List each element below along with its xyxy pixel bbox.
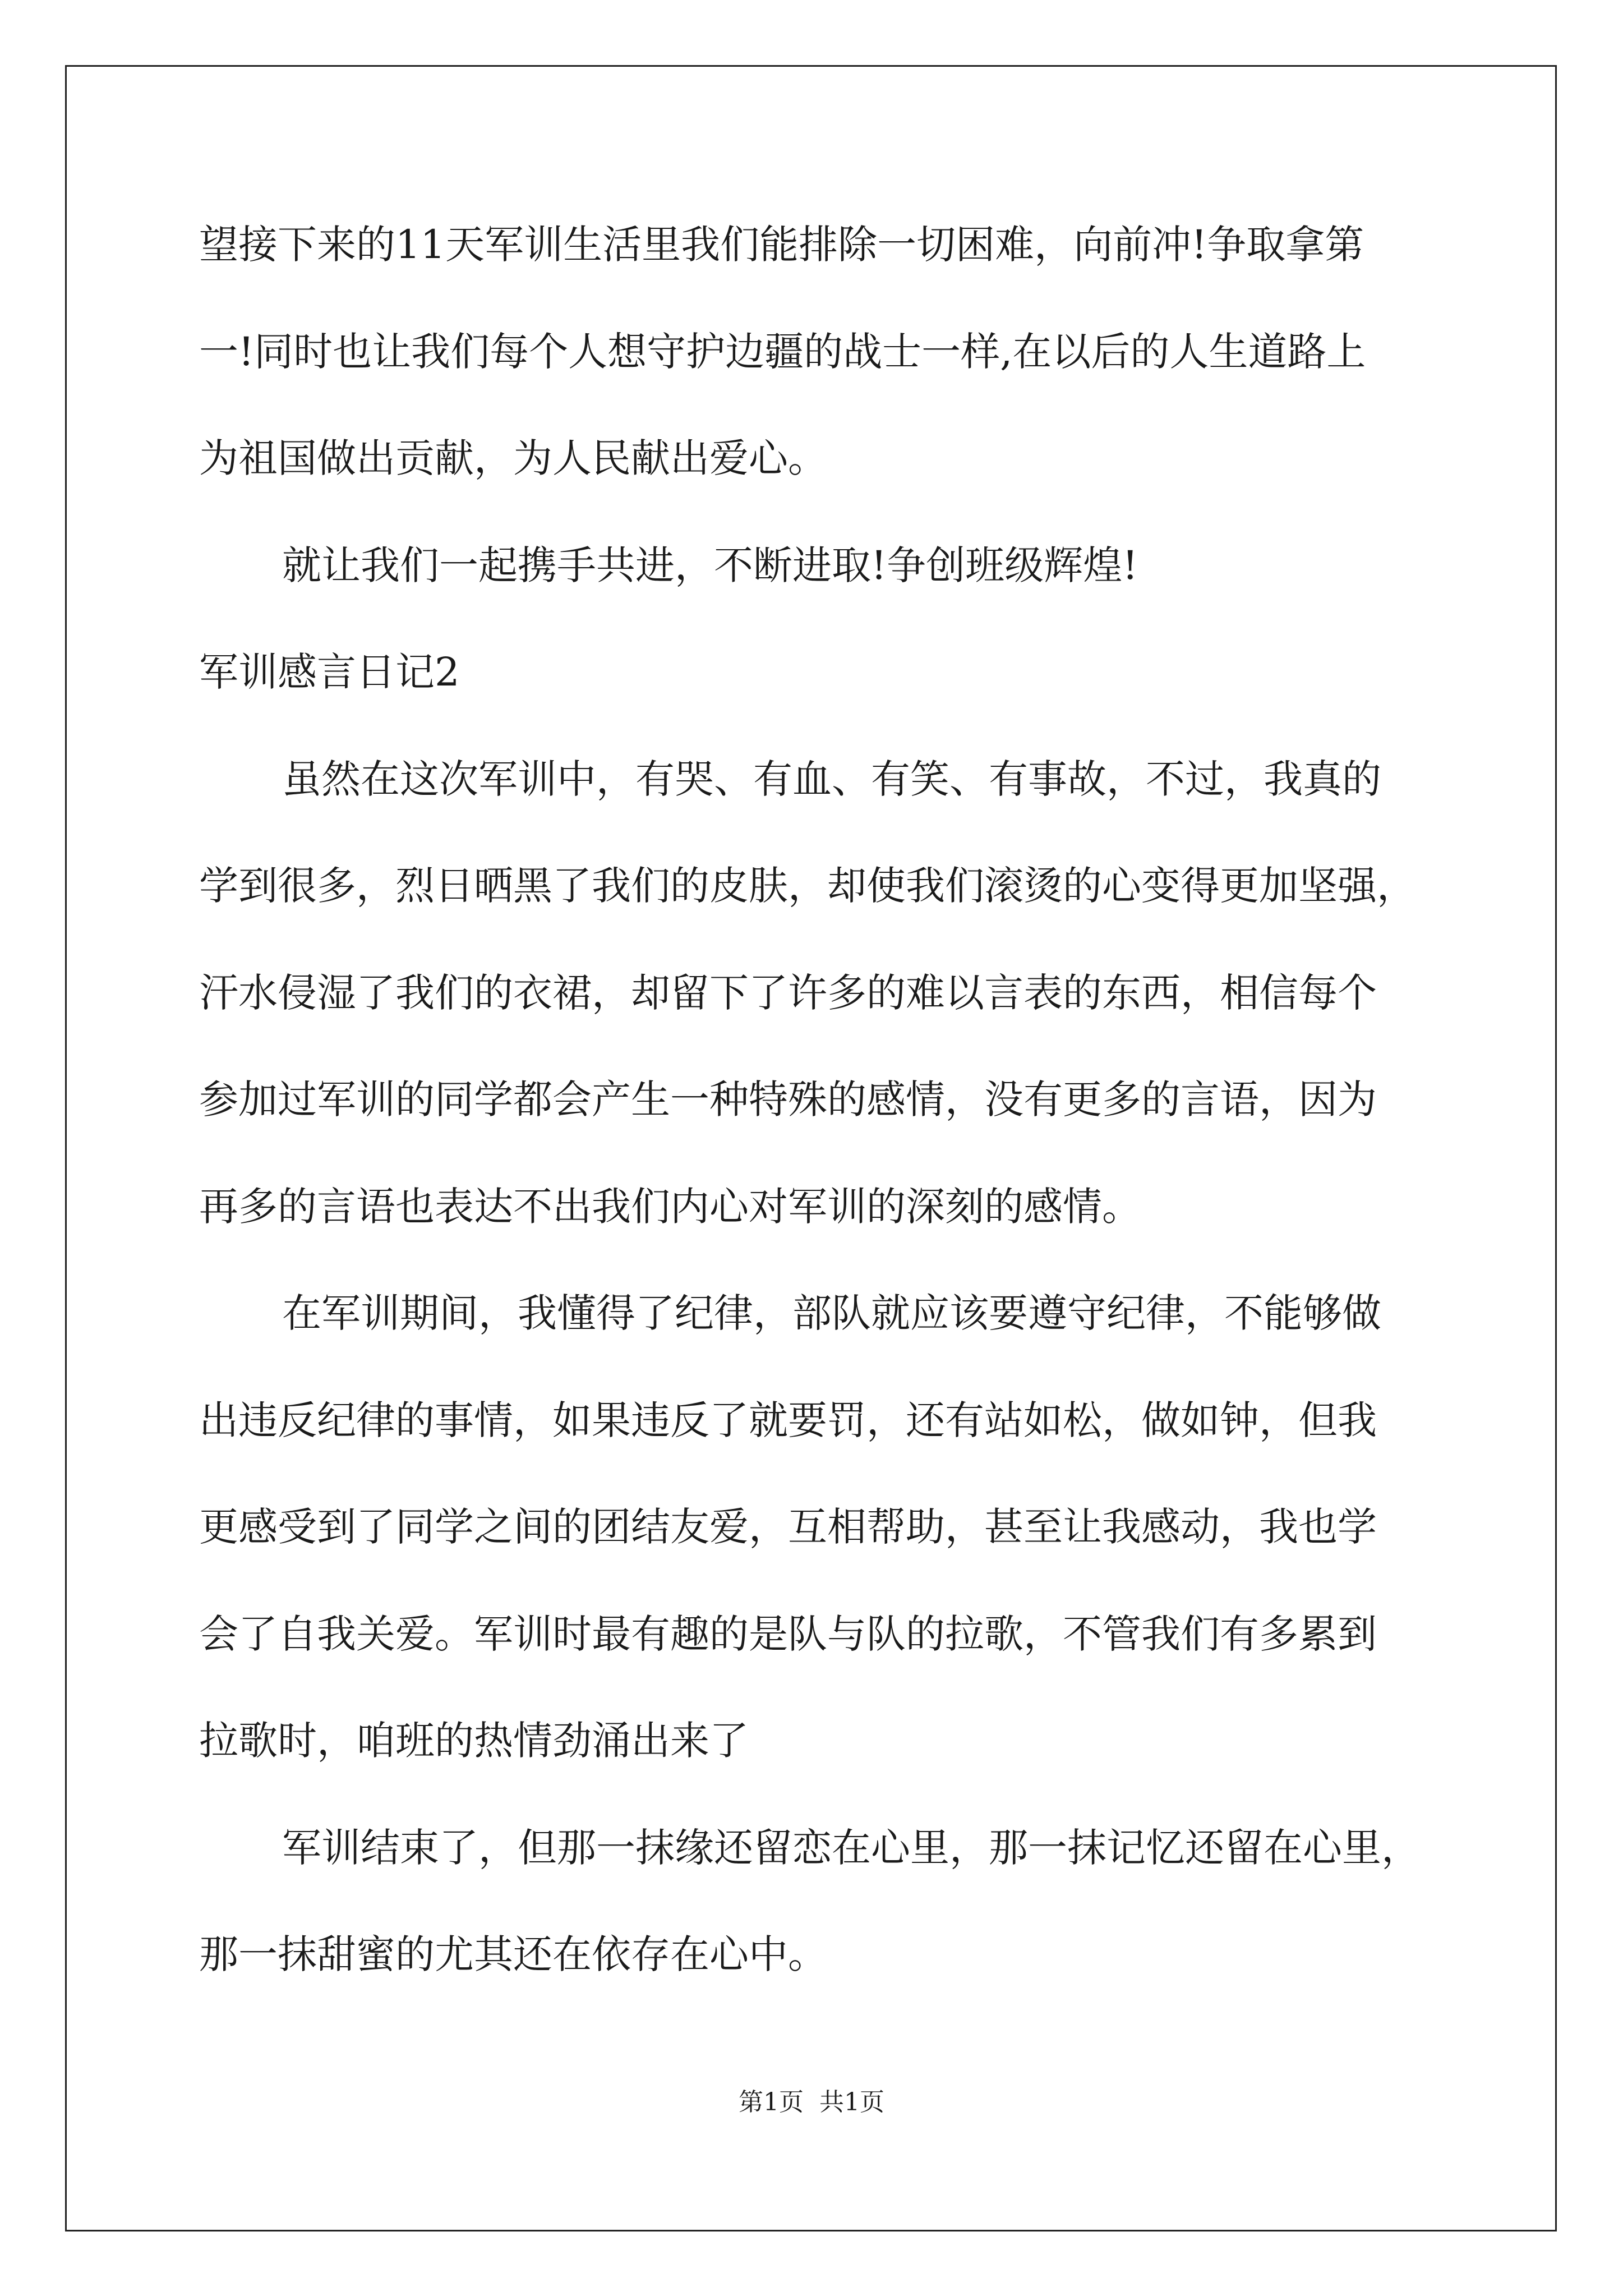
paragraph-line: 汗水侵湿了我们的衣裙，却留下了许多的难以言表的东西，相信每个 (199, 969, 1377, 1016)
paragraph-line: 出违反纪律的事情，如果违反了就要罚，还有站如松，做如钟，但我 (199, 1397, 1377, 1443)
paragraph-line: 一!同时也让我们每个人想守护边疆的战士一样,在以后的人生道路上 (199, 328, 1366, 375)
paragraph-line: 再多的言语也表达不出我们内心对军训的深刻的感情。 (199, 1183, 1141, 1230)
paragraph-line: 拉歌时，咱班的热情劲涌出来了 (199, 1718, 749, 1764)
paragraph-line: 会了自我关爱。军训时最有趣的是队与队的拉歌，不管我们有多累到 (199, 1611, 1377, 1657)
paragraph-line: 就让我们一起携手共进，不断进取!争创班级辉煌! (282, 542, 1138, 588)
paragraph-line: 在军训期间，我懂得了纪律，部队就应该要遵守纪律，不能够做 (282, 1290, 1381, 1336)
paragraph-line: 虽然在这次军训中，有哭、有血、有笑、有事故，不过，我真的 (282, 756, 1381, 802)
paragraph-line: 那一抹甜蜜的尤其还在依存在心中。 (199, 1931, 827, 1977)
document-body (199, 218, 1467, 1981)
paragraph-line: 学到很多，烈日晒黑了我们的皮肤，却使我们滚烫的心变得更加坚强， (199, 863, 1416, 909)
paragraph-line: 参加过军训的同学都会产生一种特殊的感情，没有更多的言语，因为 (199, 1076, 1377, 1122)
paragraph-line: 军训结束了，但那一抹缘还留恋在心里，那一抹记忆还留在心里， (282, 1824, 1421, 1871)
paragraph-line: 更感受到了同学之间的团结友爱，互相帮助，甚至让我感动，我也学 (199, 1504, 1377, 1550)
paragraph-line: 为祖国做出贡献，为人民献出爱心。 (199, 435, 827, 481)
paragraph-line: 望接下来的11天军训生活里我们能排除一切困难，向前冲!争取拿第 (199, 222, 1364, 268)
section-heading: 军训感言日记2 (199, 649, 460, 695)
page-number-footer: 第1页 共1页 (739, 2088, 884, 2116)
